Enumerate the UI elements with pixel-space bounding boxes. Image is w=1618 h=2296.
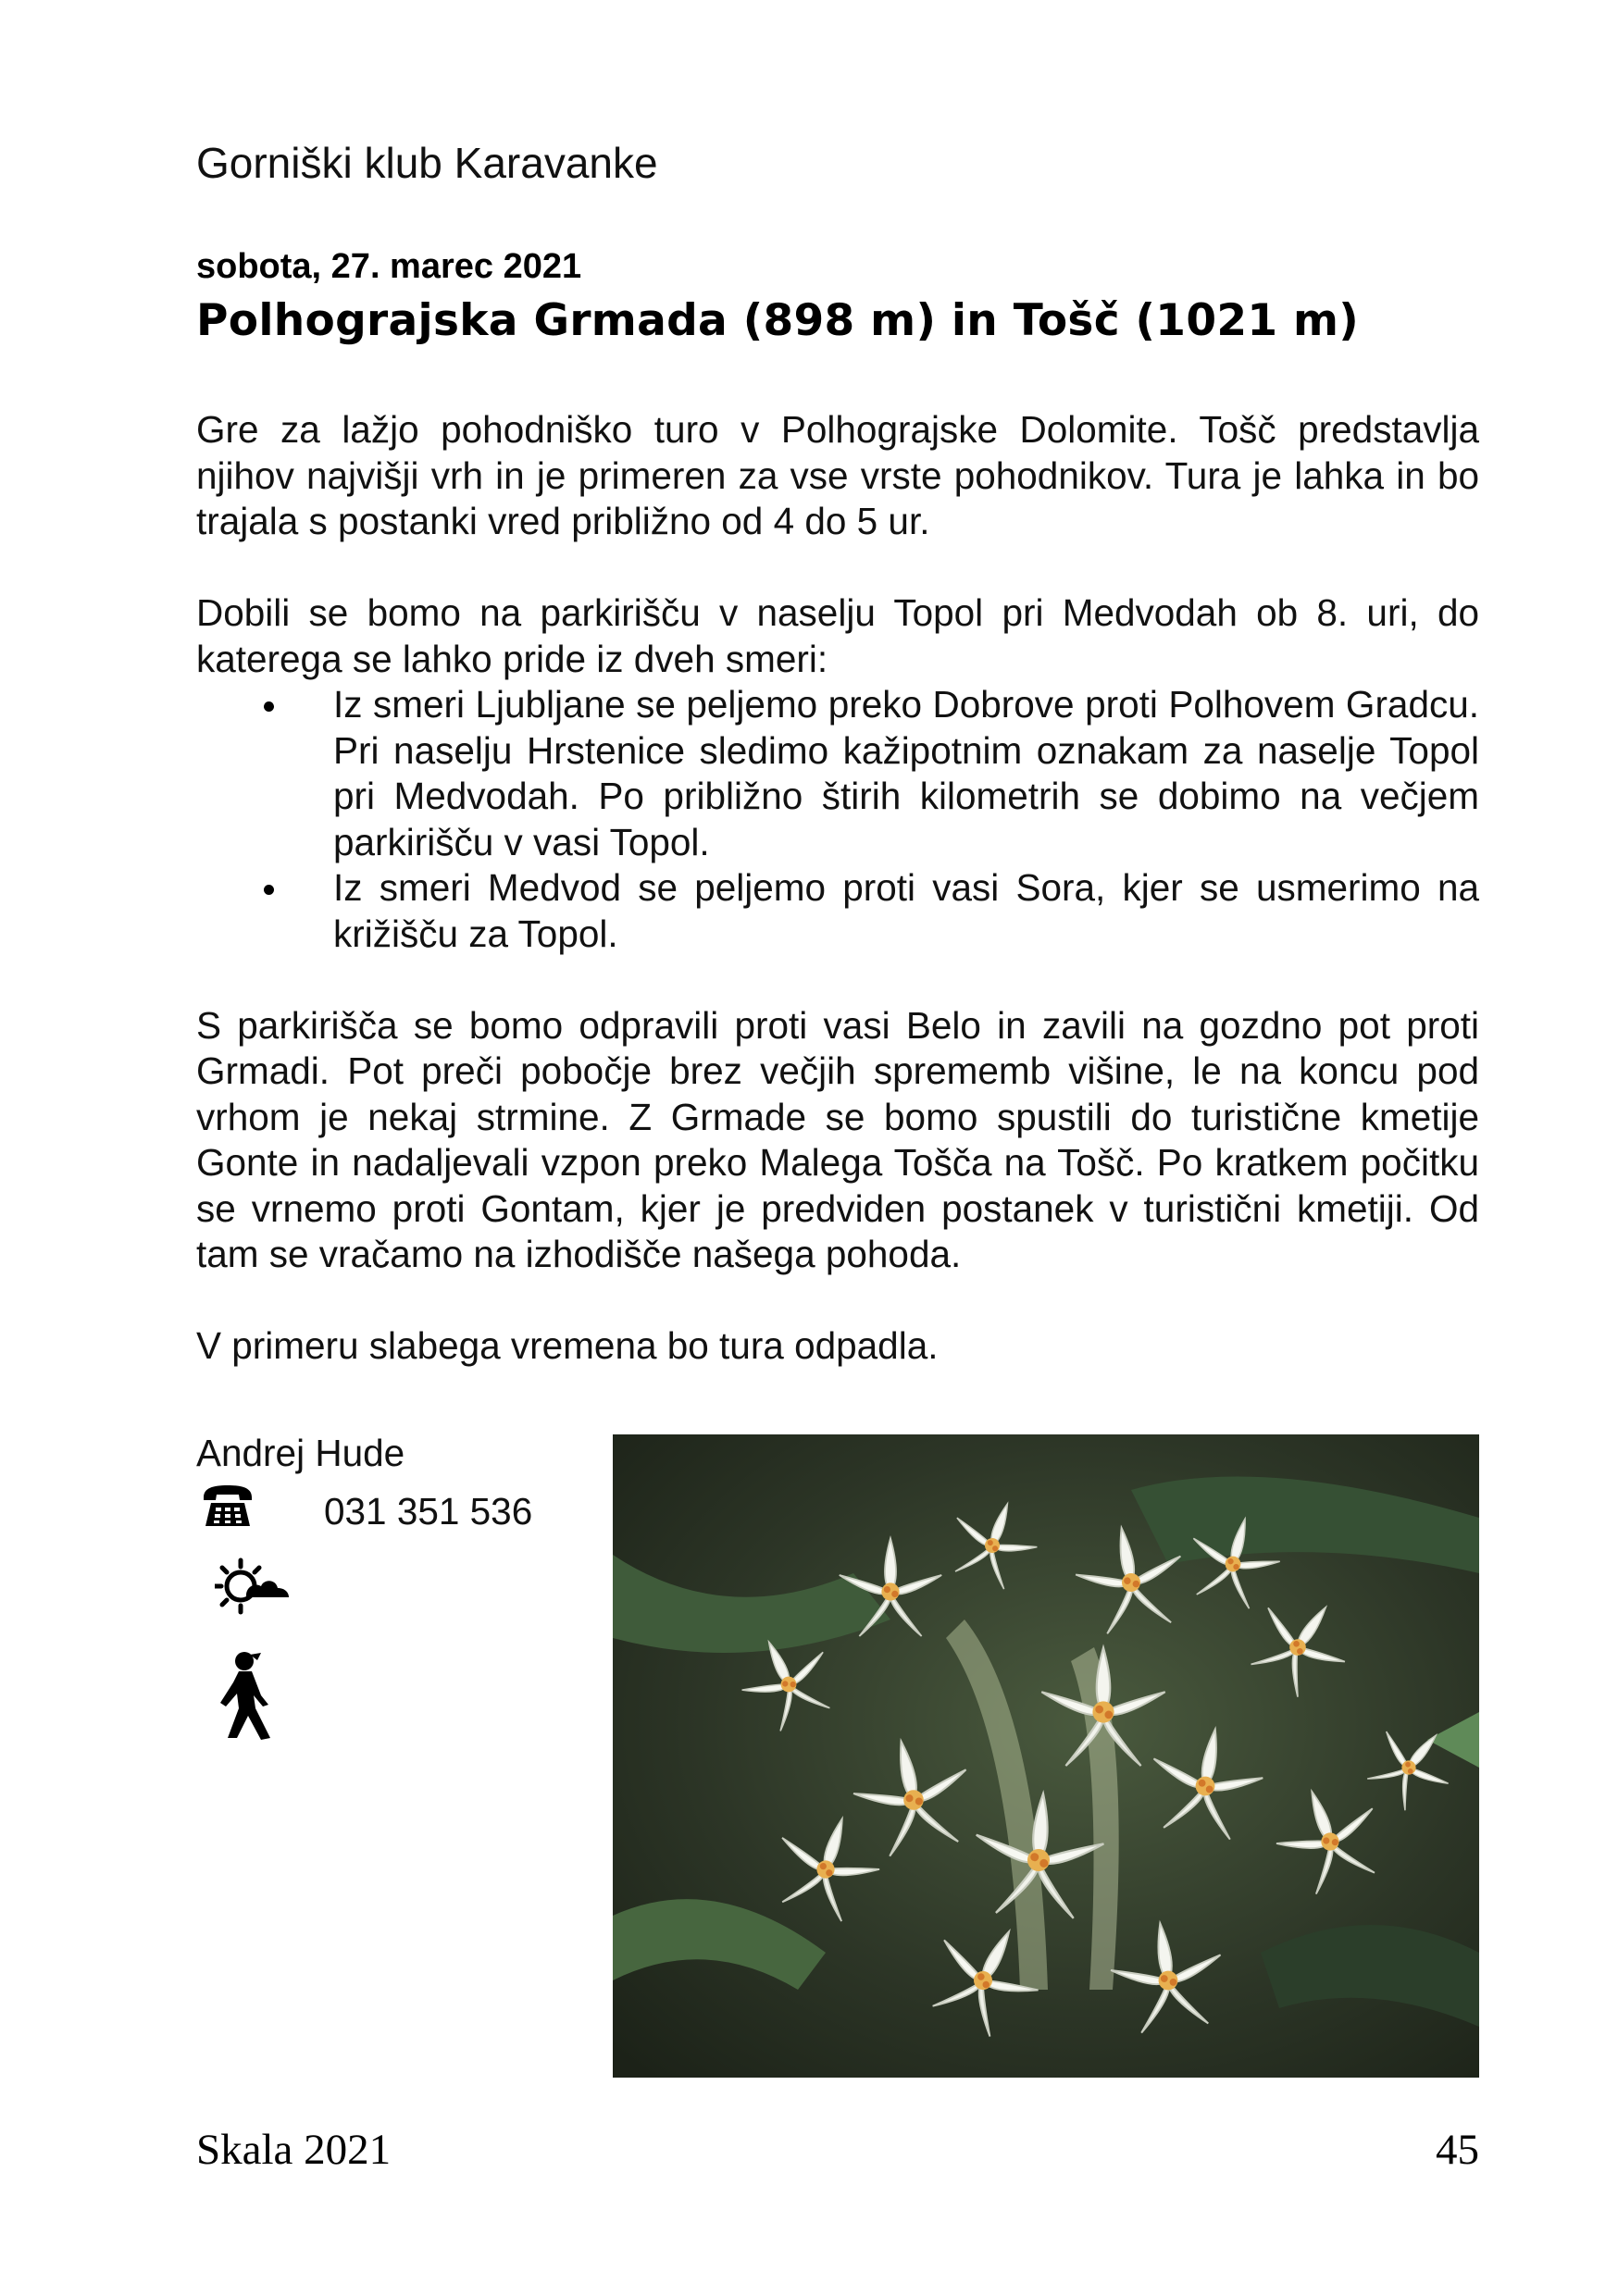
publication-name: Skala 2021 (196, 2126, 392, 2174)
guide-name: Andrej Hude (196, 1432, 405, 1474)
bullet-icon (264, 885, 274, 895)
list-item (196, 682, 1479, 865)
event-title: Polhograjska Grmada (898 m) in Tošč (1021 m) (196, 295, 1360, 346)
weather-icon (215, 1555, 291, 1620)
hiker-icon (205, 1649, 278, 1742)
list-item (196, 865, 1479, 957)
event-date: sobota, 27. marec 2021 (196, 247, 582, 286)
phone-number: 031 351 536 (324, 1490, 533, 1533)
white-flowers-photo (613, 1434, 1479, 2078)
meeting-paragraph: Dobili se bomo na parkirišču v naselju Topol pri Medvodah ob 8. uri, do katerega se lahko pride iz dveh smeri: (196, 591, 1479, 680)
page-number: 45 (1436, 2126, 1479, 2174)
telephone-icon (200, 1483, 255, 1529)
route-paragraph: S parkirišča se bomo odpravili proti vasi Belo in zavili na gozdno pot proti Grmadi. Pot preči pobočje brez večjih sprememb višine, le na koncu pod vrhom je nekaj strmine. Z Grmade se bomo spustili do turistične kmetije Gonte in nadaljevali vzpon preko Malega Tošča na Tošč. Po kratkem počitku se vrnemo proti Gontam, kjer je predviden postanek v turistični kmetiji. Od tam se vračamo na izhodišče našega pohoda. (196, 1003, 1479, 1275)
weather-note: V primeru slabega vremena bo tura odpadla. (196, 1324, 939, 1367)
bullet-icon (264, 701, 274, 712)
directions-list (196, 682, 1479, 957)
club-name: Gorniški klub Karavanke (196, 139, 658, 187)
article-body (196, 407, 1479, 1370)
intro-paragraph: Gre za lažjo pohodniško turo v Polhograjske Dolomite. Tošč predstavlja njihov najvišji vrh in je primeren za vse vrste pohodnikov. Tura je lahka in bo trajala s postanki vred približno od 4 do 5 ur. (196, 408, 1479, 542)
direction-text: Iz smeri Medvod se peljemo proti vasi Sora, kjer se usmerimo na križišču za Topol. (333, 866, 1479, 955)
direction-text: Iz smeri Ljubljane se peljemo preko Dobrove proti Polhovem Gradcu. Pri naselju Hrstenice sledimo kažipotnim oznakam za naselje Topol pri Medvodah. Po približno štirih kilometrih se dobimo na večjem parkirišču v vasi Topol. (333, 683, 1479, 863)
